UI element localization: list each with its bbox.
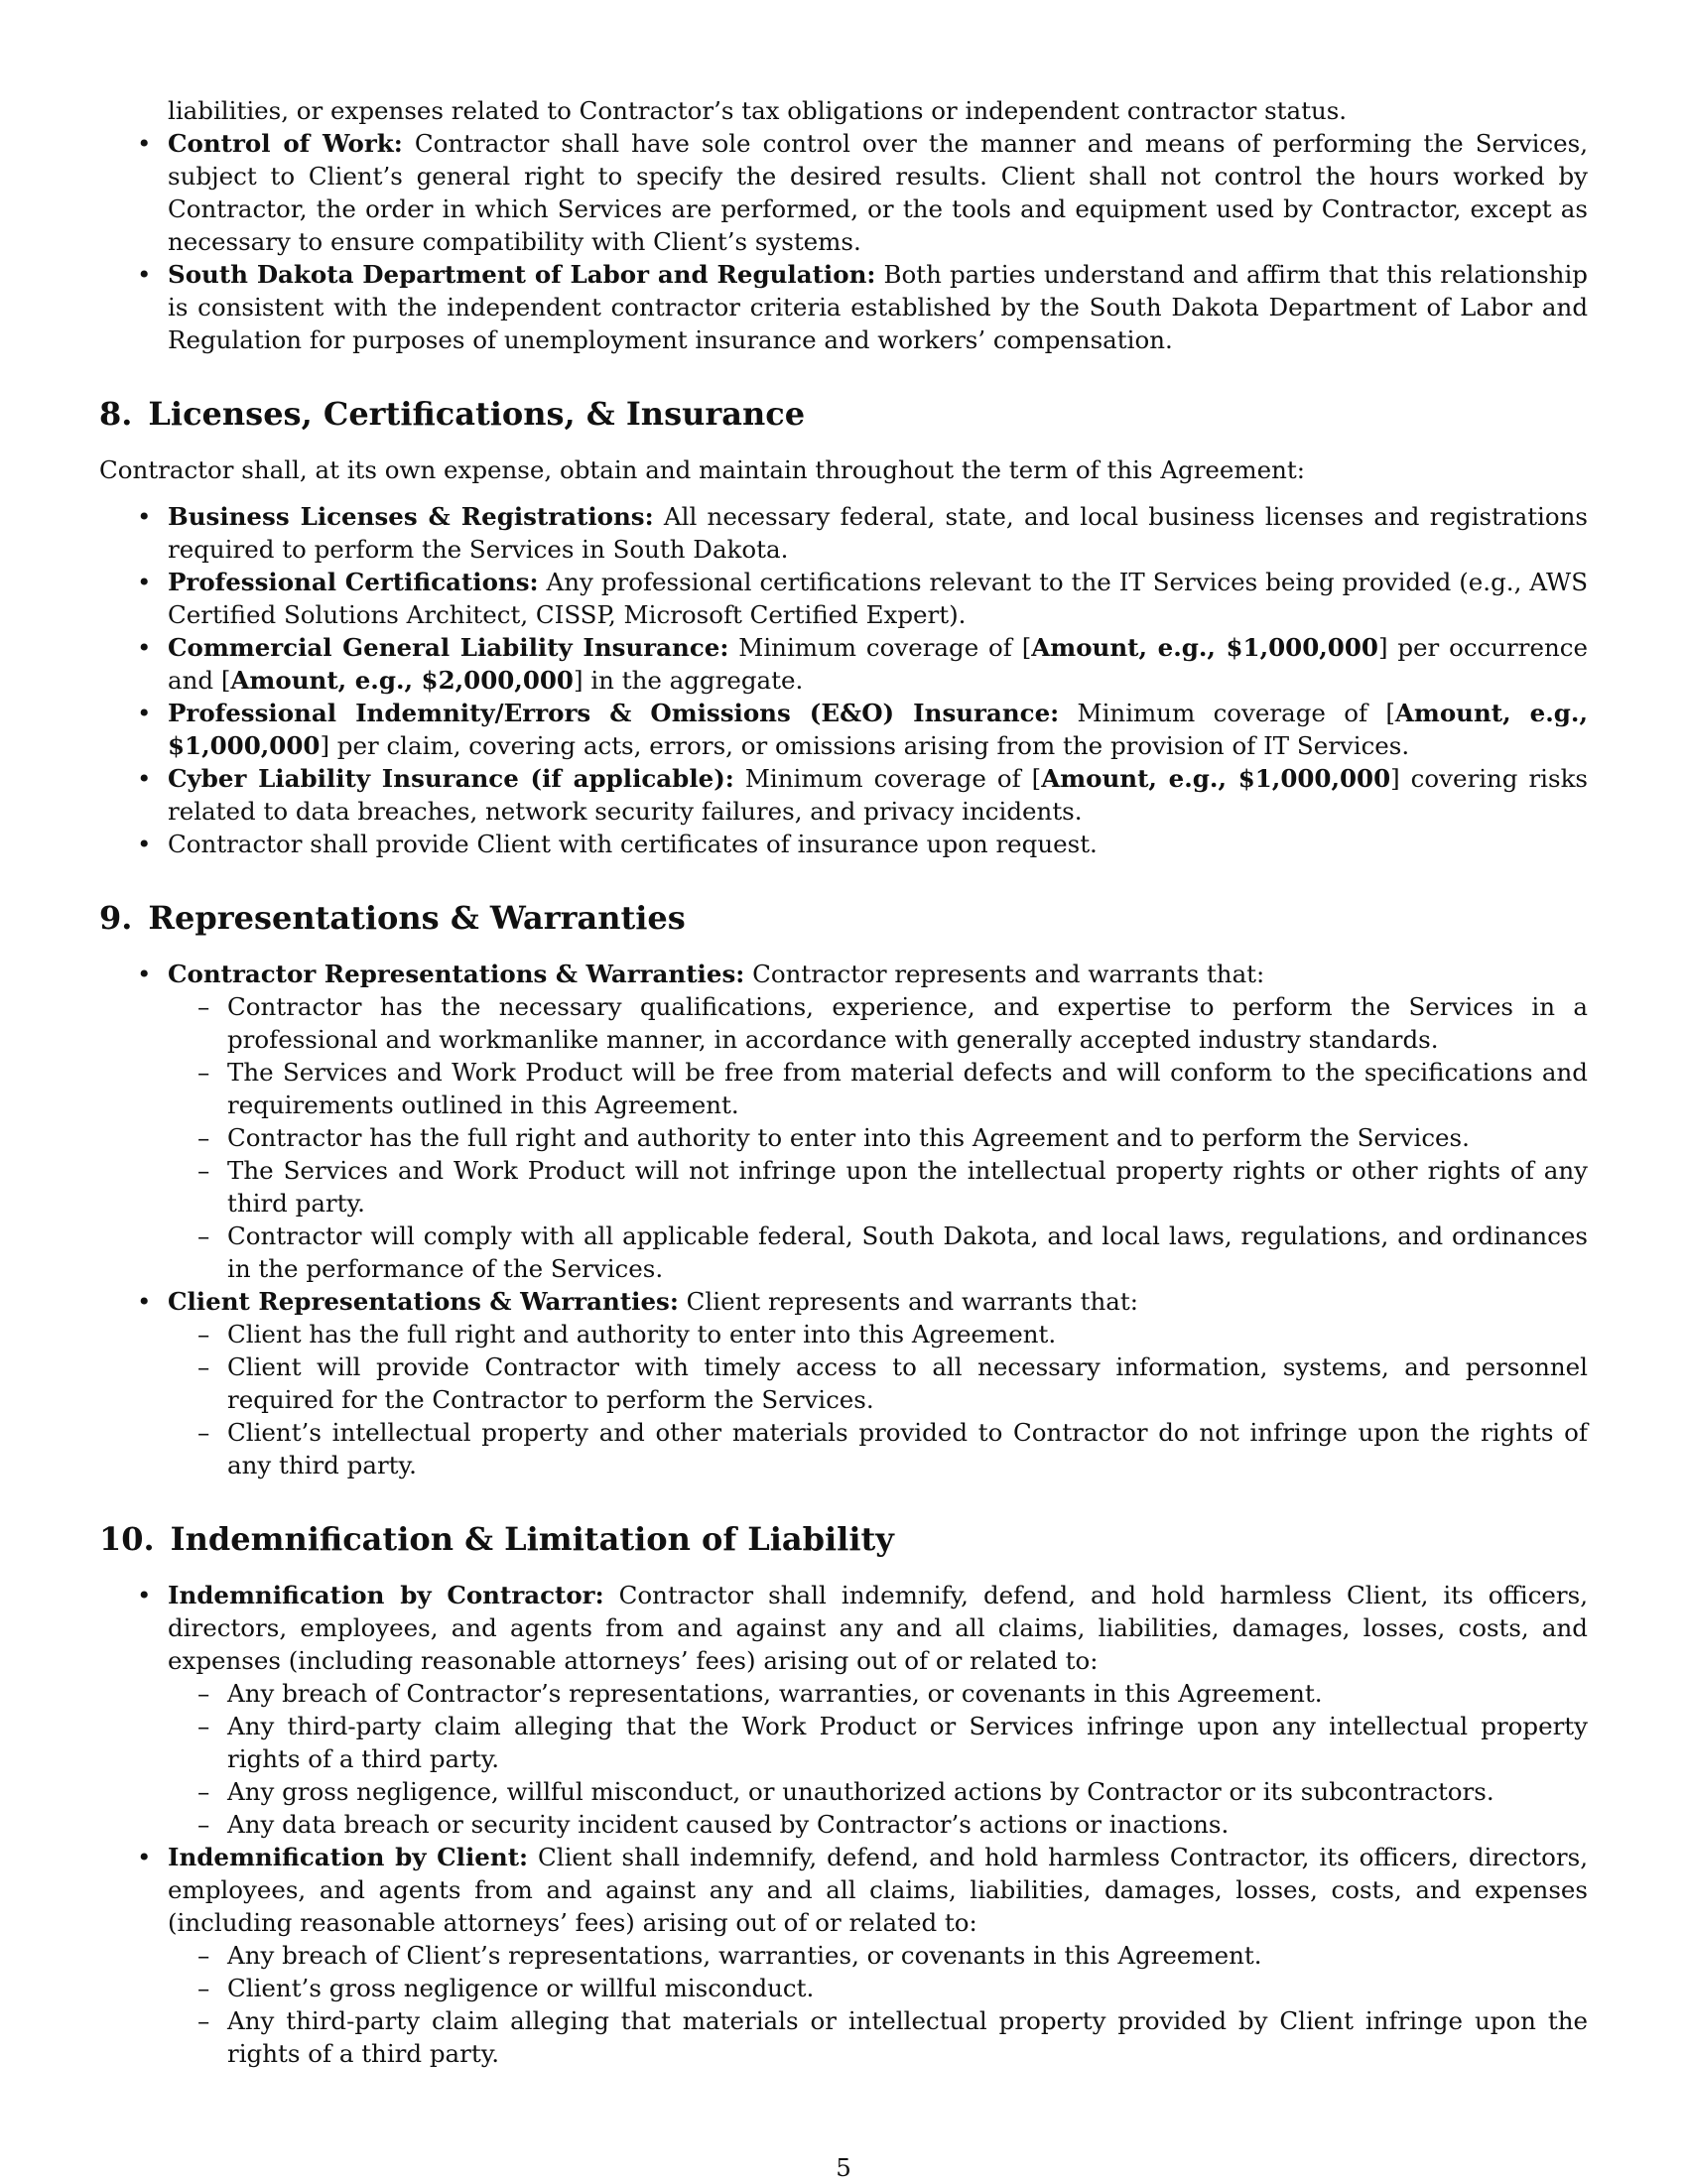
section8-intro: Contractor shall, at its own expense, obtain and maintain throughout the term of this Agreement:	[99, 455, 1306, 484]
text-client-reps: Client represents and warrants that:	[678, 1287, 1138, 1316]
list-item-eo-insurance	[99, 697, 1588, 762]
indemnification-contractor-sublist	[168, 1677, 1588, 1841]
list-item: – Contractor has the necessary qualifications, experience, and expertise to perform the Services in a professional and workmanlike manner, in accordance with generally accepted industry standards.	[168, 990, 1588, 1056]
text-cyber-liability-b: ] covering risks related to data breaches, network security failures, and privacy incidents.	[168, 764, 1589, 826]
term-business-licenses: Business Licenses & Registrations:	[168, 502, 654, 531]
list-item-client-reps	[99, 1285, 1588, 1481]
term-eo-insurance: Professional Indemnity/Errors & Omissions (E&O) Insurance:	[168, 699, 1060, 727]
section7-continuation-line: liabilities, or expenses related to Contractor’s tax obligations or independent contractor status.	[168, 96, 1348, 125]
list-item: – Contractor has the full right and authority to enter into this Agreement and to perform the Services.	[168, 1121, 1588, 1154]
text-indemnification-client: Client shall indemnify, defend, and hold harmless Contractor, its officers, directors, employees, and agents from and against any and all claims, liabilities, damages, losses, costs, and expenses (including reasonable attorneys’ fees) arising out of or related to:	[168, 1843, 1588, 1937]
section10-heading	[99, 1519, 1588, 1559]
section8-list	[99, 500, 1588, 860]
list-item-cyber-liability	[99, 762, 1588, 828]
section9-number: 9.	[99, 899, 133, 937]
term-sd-labor: South Dakota Department of Labor and Regulation:	[168, 260, 876, 289]
contractor-reps-sublist	[168, 990, 1588, 1285]
list-item: – Client has the full right and authority to enter into this Agreement.	[168, 1318, 1588, 1350]
section8-number: 8.	[99, 395, 133, 433]
text-cyber-liability-a: Minimum coverage of [	[733, 764, 1042, 793]
section9-heading	[99, 898, 1588, 938]
list-item-indemnification-client	[99, 1841, 1588, 2070]
amount-aggregate: Amount, e.g., $2,000,000	[230, 666, 574, 695]
list-item: – Any third-party claim alleging that materials or intellectual property provided by Client infringe upon the rights of a third party.	[168, 2004, 1588, 2070]
text-indemnification-contractor: Contractor shall indemnify, defend, and hold harmless Client, its officers, directors, employees, and agents from and against any and all claims, liabilities, damages, losses, costs, and expenses (including reasonable attorneys’ fees) arising out of or related to:	[168, 1581, 1588, 1675]
amount-cyber: Amount, e.g., $1,000,000	[1041, 764, 1391, 793]
list-item-contractor-reps	[99, 958, 1588, 1285]
list-item: – Any gross negligence, willful misconduct, or unauthorized actions by Contractor or its subcontractors.	[168, 1775, 1588, 1808]
section7-list	[99, 127, 1588, 356]
text-business-licenses: All necessary federal, state, and local business licenses and registrations required to perform the Services in South Dakota.	[168, 502, 1588, 564]
list-item: – The Services and Work Product will not infringe upon the intellectual property rights or other rights of any third party.	[168, 1154, 1588, 1220]
list-item: – Any data breach or security incident caused by Contractor’s actions or inactions.	[168, 1808, 1588, 1841]
text-general-liability-a: Minimum coverage of [	[728, 633, 1032, 662]
text-general-liability-c: ] in the aggregate.	[573, 666, 804, 695]
section10-number: 10.	[99, 1520, 155, 1558]
term-client-reps: Client Representations & Warranties:	[168, 1287, 679, 1316]
text-general-liability-b: ] per occurrence and [	[168, 633, 1588, 695]
text-professional-certifications: Any professional certifications relevant to the IT Services being provided (e.g., AWS Certified Solutions Architect, CISSP, Microsoft Certified Expert).	[168, 568, 1588, 629]
section9-list	[99, 958, 1588, 1481]
list-item: – Client’s intellectual property and other materials provided to Contractor do not infringe upon the rights of any third party.	[168, 1416, 1588, 1481]
list-item: – Any third-party claim alleging that the Work Product or Services infringe upon any intellectual property rights of a third party.	[168, 1710, 1588, 1775]
list-item: – Any breach of Client’s representations, warranties, or covenants in this Agreement.	[168, 1939, 1588, 1972]
text-control-of-work: Contractor shall have sole control over the manner and means of performing the Services, subject to Client’s general right to specify the desired results. Client shall not control the hours worked by Contractor, the order in which Services are performed, or the tools and equipment used by Contractor, except as necessary to ensure compatibility with Client’s systems.	[168, 129, 1588, 256]
list-item: – Contractor will comply with all applicable federal, South Dakota, and local laws, regulations, and ordinances in the performance of the Services.	[168, 1220, 1588, 1285]
amount-per-occurrence: Amount, e.g., $1,000,000	[1031, 633, 1378, 662]
list-item: – The Services and Work Product will be free from material defects and will conform to the specifications and requirements outlined in this Agreement.	[168, 1056, 1588, 1121]
list-item-certificates: • Contractor shall provide Client with certificates of insurance upon request.	[99, 828, 1588, 860]
term-indemnification-contractor: Indemnification by Contractor:	[168, 1581, 604, 1609]
list-item: – Client will provide Contractor with timely access to all necessary information, systems, and personnel required for the Contractor to perform the Services.	[168, 1350, 1588, 1416]
client-reps-sublist	[168, 1318, 1588, 1481]
section8-heading	[99, 394, 1588, 434]
list-item: – Any breach of Contractor’s representations, warranties, or covenants in this Agreement.	[168, 1677, 1588, 1710]
list-item-control-of-work	[99, 127, 1588, 258]
term-contractor-reps: Contractor Representations & Warranties:	[168, 960, 745, 988]
section8-title: Licenses, Certifications, & Insurance	[148, 395, 806, 433]
page-number: 5	[836, 2153, 851, 2182]
amount-per-claim: Amount, e.g., $1,000,000	[168, 699, 1588, 760]
list-item-general-liability	[99, 631, 1588, 697]
term-control-of-work: Control of Work:	[168, 129, 403, 158]
list-item-sd-labor	[99, 258, 1588, 356]
list-item-indemnification-contractor	[99, 1579, 1588, 1841]
term-indemnification-client: Indemnification by Client:	[168, 1843, 529, 1871]
section10-list	[99, 1579, 1588, 2070]
term-professional-certifications: Professional Certifications:	[168, 568, 539, 596]
term-cyber-liability: Cyber Liability Insurance (if applicable):	[168, 764, 734, 793]
list-item-professional-certifications	[99, 566, 1588, 631]
text-sd-labor: Both parties understand and affirm that this relationship is consistent with the independent contractor criteria established by the South Dakota Department of Labor and Regulation for purposes of unemployment insurance and workers’ compensation.	[168, 260, 1588, 354]
term-general-liability: Commercial General Liability Insurance:	[168, 633, 729, 662]
text-eo-insurance-b: ] per claim, covering acts, errors, or omissions arising from the provision of IT Services.	[320, 731, 1410, 760]
indemnification-client-sublist	[168, 1939, 1588, 2070]
text-contractor-reps: Contractor represents and warrants that:	[744, 960, 1265, 988]
list-item: – Client’s gross negligence or willful misconduct.	[168, 1972, 1588, 2004]
section9-title: Representations & Warranties	[148, 899, 686, 937]
section10-title: Indemnification & Limitation of Liability	[170, 1520, 894, 1558]
text-eo-insurance-a: Minimum coverage of [	[1059, 699, 1395, 727]
list-item-business-licenses	[99, 500, 1588, 566]
